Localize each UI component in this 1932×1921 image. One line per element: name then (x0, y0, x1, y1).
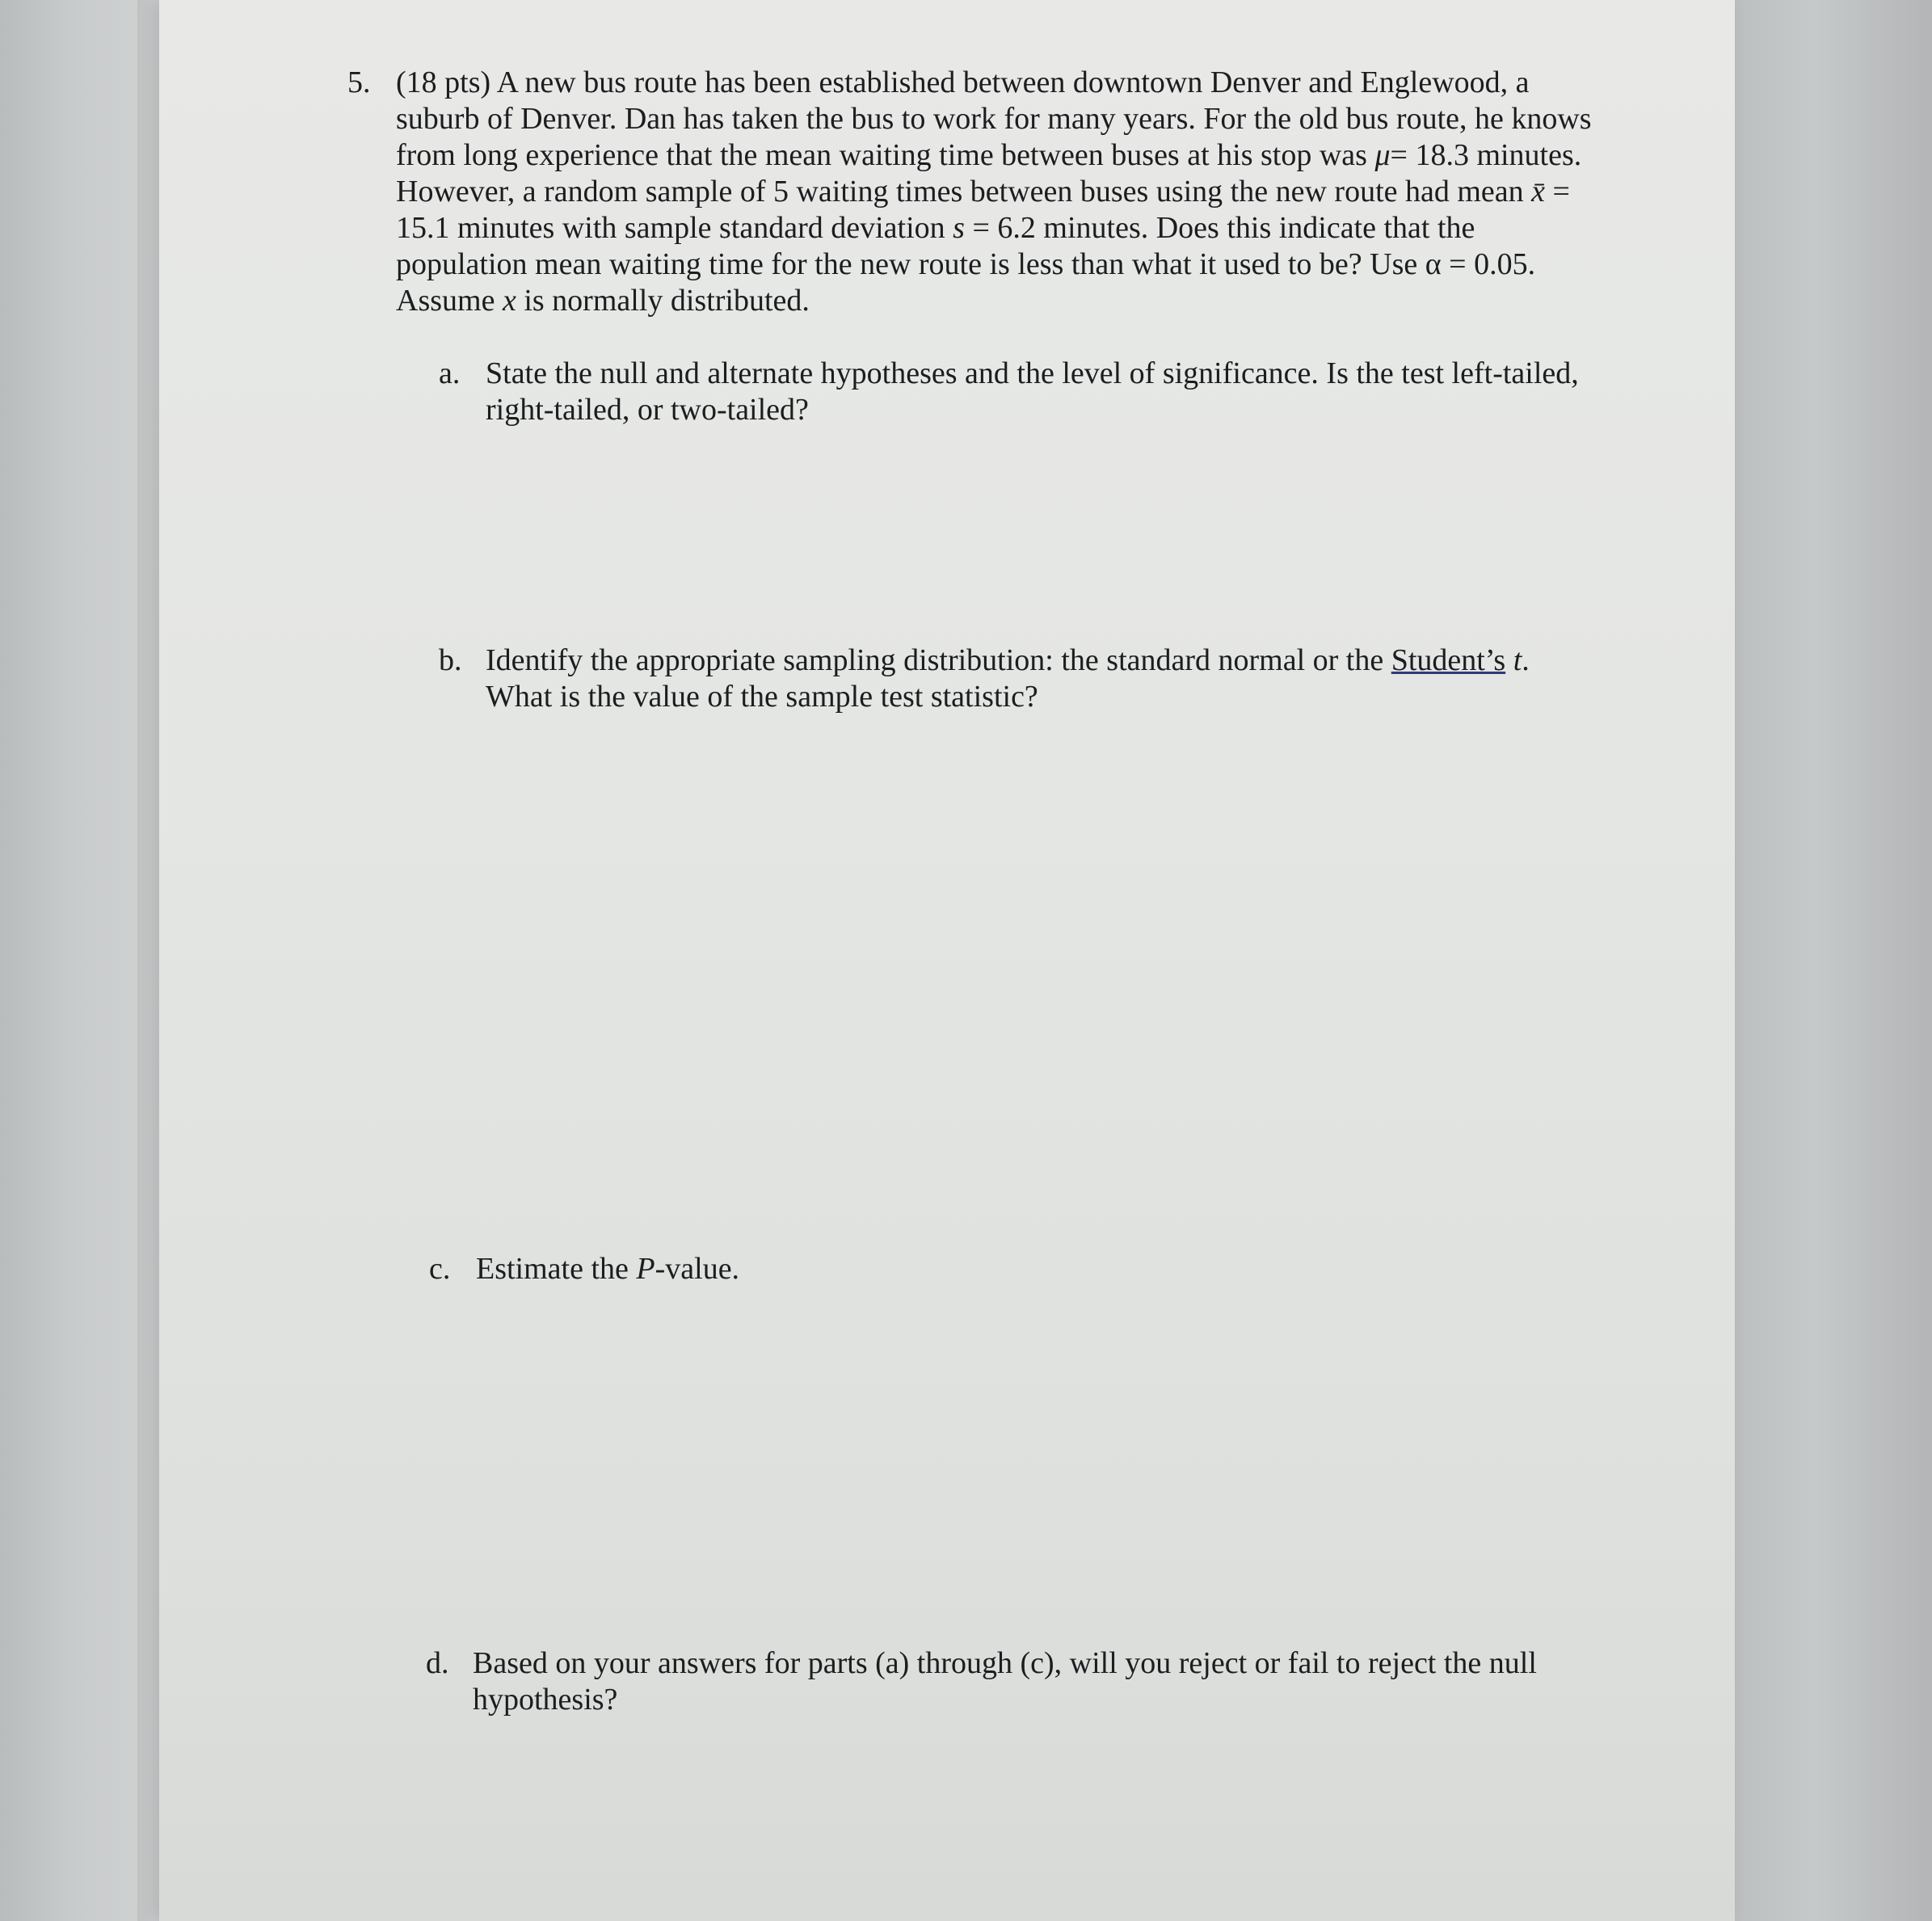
students-link[interactable]: Student’s (1391, 643, 1506, 677)
part-b-text-2: . What is the value of the sample test statistic? (486, 643, 1530, 714)
part-c-text (476, 1251, 739, 1287)
part-b-text (486, 642, 1594, 715)
part-a-text: State the null and alternate hypotheses and the level of significance. Is the test left-tailed, right-tailed, or two-tailed? (486, 356, 1579, 427)
problem-statement (396, 65, 1592, 319)
p-symbol: P (636, 1252, 655, 1286)
problem-number: 5. (347, 65, 371, 99)
part-d-letter: d. (426, 1646, 449, 1680)
problem-text-2: = 18.3 minutes. However, a random sample of 5 waiting times between buses using the new route had mean (396, 138, 1582, 209)
problem-text-3: = 15.1 minutes with sample standard deviation (396, 175, 1570, 245)
x-symbol: x (502, 284, 516, 318)
problem-text-5: is normally distributed. (516, 284, 810, 318)
part-d-text: Based on your answers for parts (a) through (c), will you reject or fail to reject the null hypothesis? (473, 1646, 1537, 1717)
part-c-text-1: Estimate the (476, 1252, 637, 1286)
part-c-text-2: -value. (655, 1252, 740, 1286)
s-symbol: s (953, 211, 965, 245)
problem-text-4: = 6.2 minutes. Does this indicate that the population mean waiting time for the new route is less than what it used to be? Use α = 0.05. Assume (396, 211, 1536, 318)
part-c-letter: c. (429, 1252, 451, 1286)
part-a-letter: a. (439, 356, 461, 390)
t-symbol: t (1513, 643, 1522, 677)
part-b-text-1: Identify the appropriate sampling distribution: the standard normal or the (486, 643, 1391, 677)
problem-text-1: A new bus route has been established between downtown Denver and Englewood, a suburb of Denver. Dan has taken the bus to work for many years. For the old bus route, he knows from long experience that the mean waiting time between buses at his stop was (396, 65, 1592, 172)
mu-symbol: μ (1374, 138, 1391, 172)
part-b-letter: b. (439, 643, 462, 677)
xbar-symbol: x̄ (1531, 175, 1546, 209)
problem-points: (18 pts) (396, 65, 491, 99)
desk-background-right (1734, 0, 1932, 1921)
